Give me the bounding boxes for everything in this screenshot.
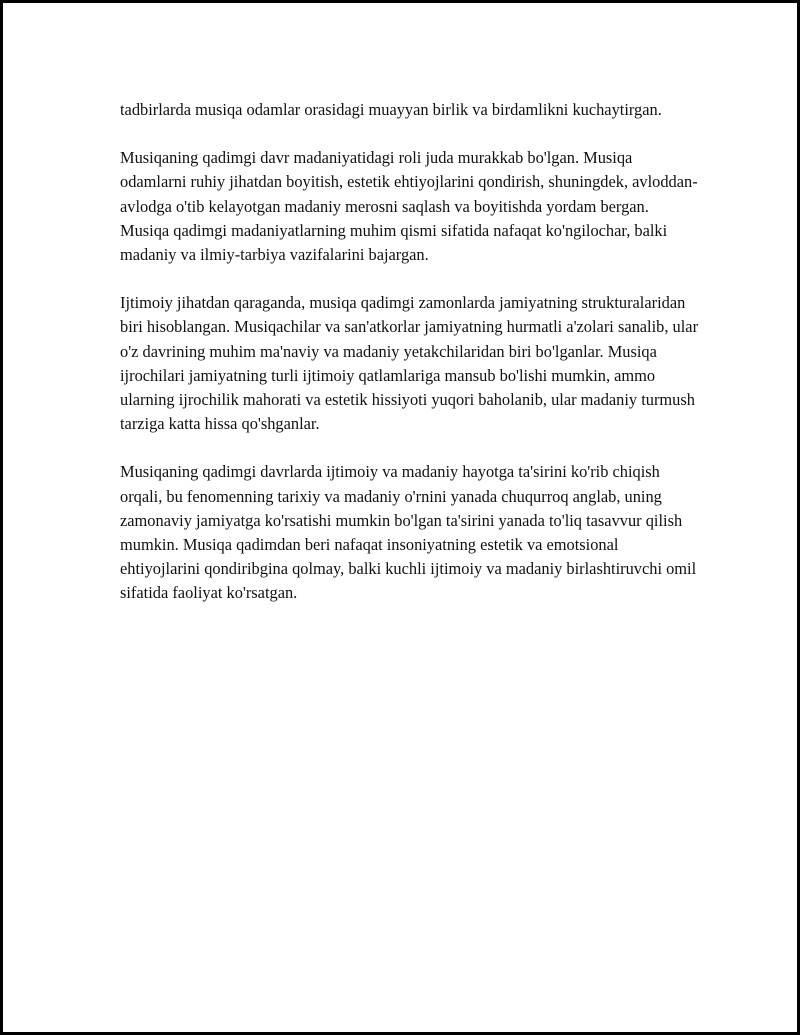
paragraph: Ijtimoiy jihatdan qaraganda, musiqa qadimgi zamonlarda jamiyatning strukturalaridan biri hisoblangan. Musiqachilar va san'atkorlar jamiyatning hurmatli a'zolari sanalib, ular o'z davrining muhim ma'naviy va madaniy yetakchilaridan biri bo'lganlar. Musiqa ijrochilari jamiyatning turli ijtimoiy qatlamlariga mansub bo'lishi mumkin, ammo ularning ijrochilik mahorati va estetik hissiyoti yuqori baholanib, ular madaniy turmush tarziga katta hissa qo'shganlar.	[120, 293, 699, 434]
paragraph: Musiqaning qadimgi davrlarda ijtimoiy va madaniy hayotga ta'sirini ko'rib chiqish orqali, bu fenomenning tarixiy va madaniy o'rnini yanada chuqurroq anglab, uning zamonaviy jamiyatga ko'rsatishi mumkin bo'lgan ta'sirini yanada to'liq tasavvur qilish mumkin. Musiqa qadimdan beri nafaqat insoniyatning estetik va emotsional ehtiyojlarini qondiribgina qolmay, balki kuchli ijtimoiy va madaniy birlashtiruvchi omil sifatida faoliyat ko'rsatgan.	[120, 462, 697, 603]
paragraph: Musiqaning qadimgi davr madaniyatidagi roli juda murakkab bo'lgan. Musiqa odamlarni ruhiy jihatdan boyitish, estetik ehtiyojlarini qondirish, shuningdek, avloddan-avlodga o'tib kelayotgan madaniy merosni saqlash va boyitishda yordam bergan. Musiqa qadimgi madaniyatlarning muhim qismi sifatida nafaqat ko'ngilochar, balki madaniy va ilmiy-tarbiya vazifalarini bajargan.	[120, 148, 698, 265]
document-body	[120, 98, 700, 630]
paragraph: tadbirlarda musiqa odamlar orasidagi muayyan birlik va birdamlikni kuchaytirgan.	[120, 100, 662, 119]
